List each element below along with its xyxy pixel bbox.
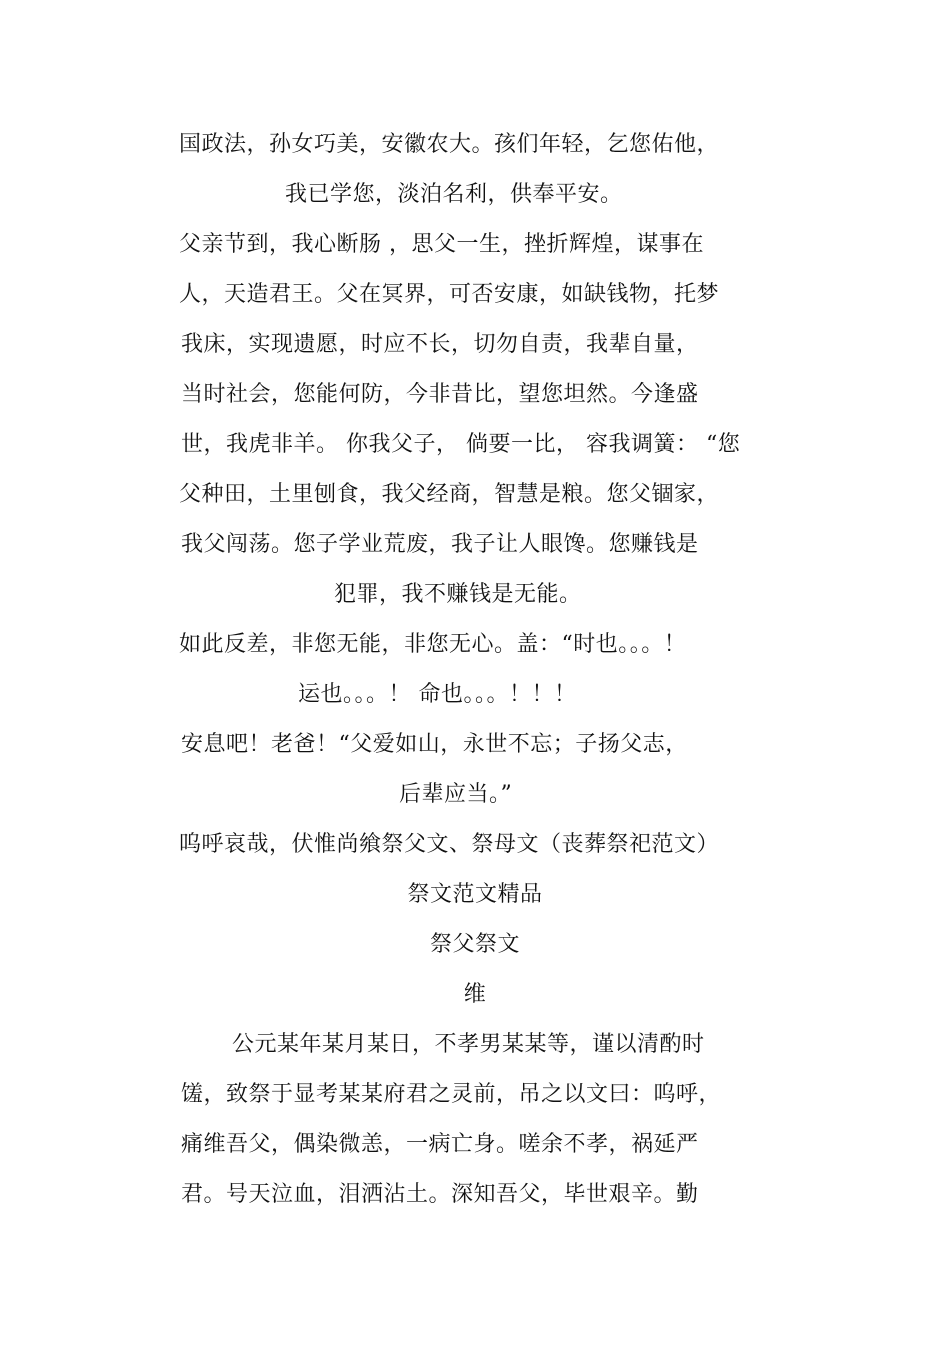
text-line: 后辈应当。” — [399, 782, 513, 807]
text-line: 我床，实现遗愿，时应不长，切勿自责，我辈自量， — [181, 332, 699, 357]
text-line: 我父闯荡。您子学业荒废，我子让人眼馋。您赚钱是 — [181, 532, 699, 557]
section-heading: 祭文范文精品 — [407, 882, 543, 907]
text-line: 呜呼哀哉，伏惟尚飨祭父文、祭母文（丧葬祭祀范文） — [179, 832, 720, 857]
text-line: 父种田，土里刨食，我父经商，智慧是粮。您父锢家， — [179, 482, 720, 507]
section-heading: 维 — [463, 982, 487, 1007]
text-line: 君。号天泣血，泪洒沾土。深知吾父，毕世艰辛。勤 — [181, 1182, 699, 1207]
text-line: 我已学您，淡泊名利，供奉平安。 — [285, 182, 623, 207]
text-line: 馐，致祭于显考某某府君之灵前，吊之以文曰：呜呼， — [181, 1082, 722, 1107]
text-line: 如此反差，非您无能，非您无心。盖：“时也。。。！ — [179, 632, 687, 657]
text-line: 当时社会，您能何防，今非昔比，望您坦然。今逢盛 — [181, 382, 699, 407]
text-line: 安息吧！老爸！“父爱如山，永世不忘；子扬父志， — [181, 732, 688, 757]
text-line: 世，我虎非羊。 你我父子， 倘要一比， 容我调簧： “您 — [181, 432, 741, 457]
text-line: 痛维吾父，偶染微恙，一病亡身。嗟余不孝，祸延严 — [181, 1132, 699, 1157]
text-line: 运也。。。！ 命也。。。！！！ — [298, 682, 577, 707]
text-line: 国政法，孙女巧美，安徽农大。孩们年轻，乞您佑他， — [179, 132, 720, 157]
text-line: 犯罪，我不赚钱是无能。 — [334, 582, 582, 607]
text-line: 人，天造君王。父在冥界，可否安康，如缺钱物，托梦 — [179, 282, 720, 307]
text-line: 公元某年某月某日，不孝男某某等，谨以清酌时 — [232, 1032, 705, 1057]
section-heading: 祭父祭文 — [429, 932, 520, 957]
text-line: 父亲节到，我心断肠 ，思父一生，挫折辉煌，谋事在 — [179, 232, 704, 257]
